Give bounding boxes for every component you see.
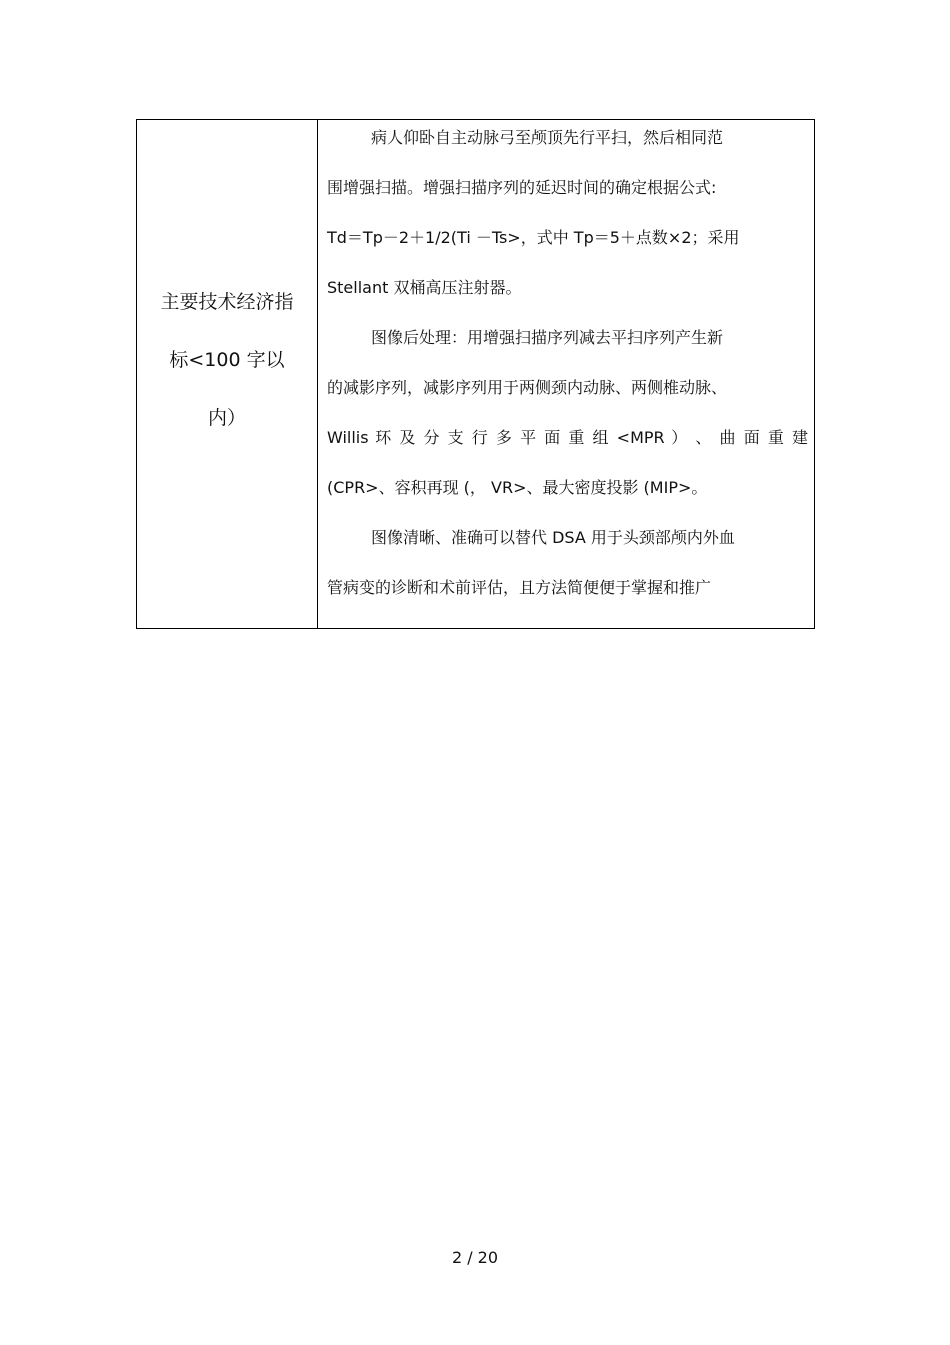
label-line: 主要技术经济指	[160, 291, 294, 313]
content-line: Stellant 双桶高压注射器。	[327, 278, 522, 297]
content-line: 图像清晰、准确可以替代 DSA 用于头颈部颅内外血	[371, 528, 735, 547]
label-line: 标<100 字以	[169, 349, 285, 371]
page-number: 2 / 20	[451, 1248, 499, 1267]
content-line: Td＝Tp－2＋1/2(Ti －Ts>，式中 Tp＝5＋点数×2；采用	[327, 228, 740, 247]
table-row	[137, 120, 815, 629]
content-line: Willis 环 及 分 支 行 多 平 面 重 组 <MPR ） 、 曲 面 重 建	[327, 428, 808, 447]
indicator-table	[136, 119, 815, 629]
content-line: 的减影序列，减影序列用于两侧颈内动脉、两侧椎动脉、	[327, 378, 728, 397]
label-text	[137, 292, 317, 466]
label-line: 内）	[207, 407, 246, 429]
content-line: 病人仰卧自主动脉弓至颅顶先行平扫，然后相同范	[371, 128, 724, 147]
content-line: 图像后处理：用增强扫描序列减去平扫序列产生新	[371, 328, 724, 347]
content-text	[318, 120, 814, 628]
label-cell	[137, 120, 318, 629]
content-line: 围增强扫描。增强扫描序列的延迟时间的确定根据公式:	[327, 178, 717, 197]
content-line: (CPR>、容积再现 (， VR>、最大密度投影 (MIP>。	[327, 478, 708, 497]
content-cell	[318, 120, 815, 629]
content-line: 管病变的诊断和术前评估，且方法简便便于掌握和推广	[327, 578, 712, 597]
